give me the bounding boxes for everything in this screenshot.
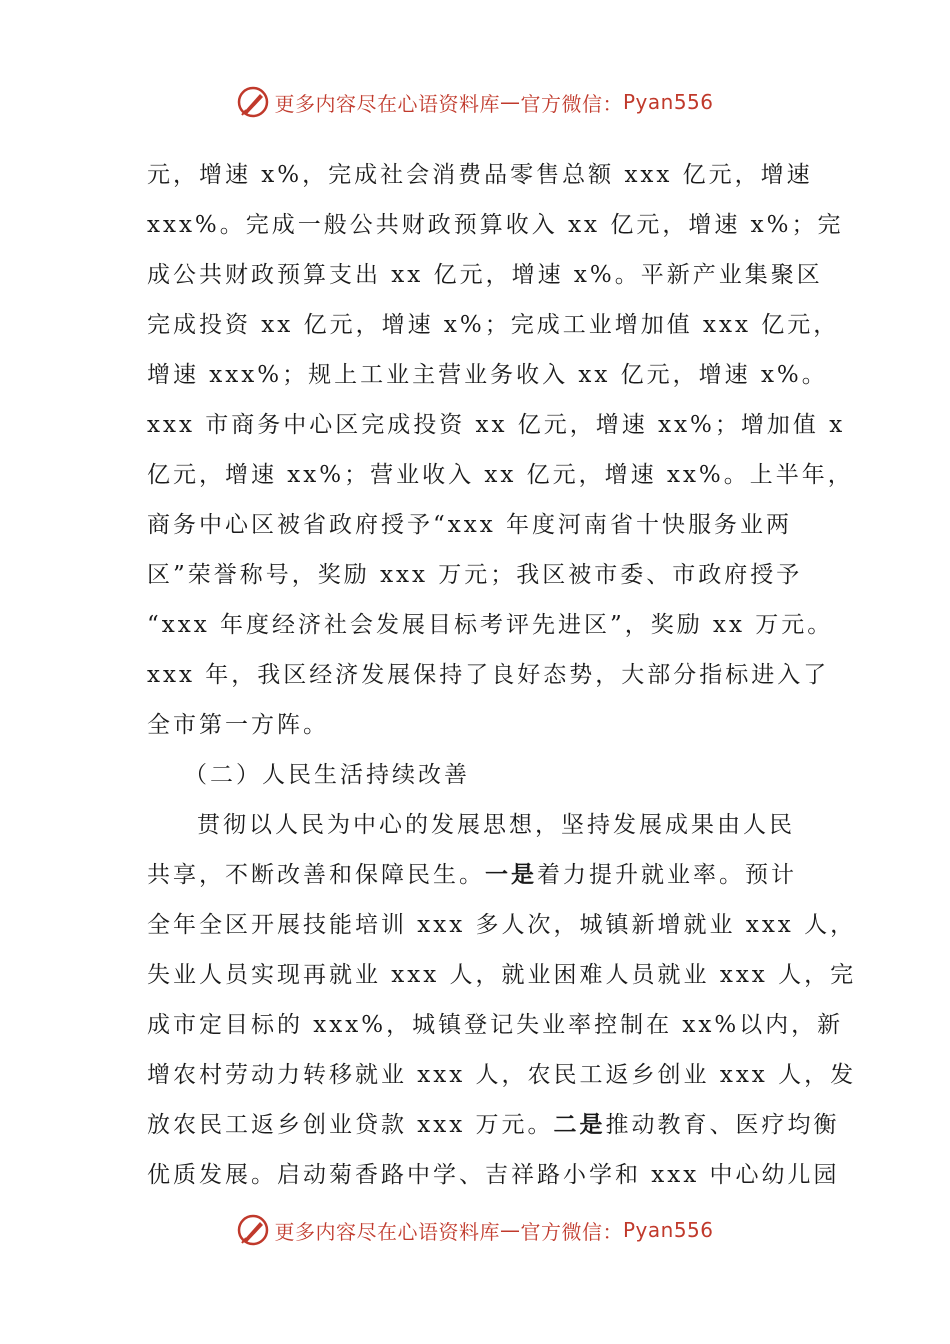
body-line: 全市第一方阵。 bbox=[147, 712, 329, 738]
banner-title: 更多内容尽在心语资料库 bbox=[274, 1219, 500, 1244]
body-line bbox=[147, 850, 807, 900]
banner-wechat-id: Pyan556 bbox=[622, 90, 714, 114]
body-line: 贯彻以人民为中心的发展思想，坚持发展成果由人民 bbox=[197, 812, 795, 838]
body-line: 完成投资 xx 亿元，增速 x%；完成工业增加值 xxx 亿元， bbox=[147, 312, 840, 338]
banner-wechat-label: 官方微信： bbox=[520, 91, 623, 116]
banner-wechat-id: Pyan556 bbox=[622, 1218, 714, 1242]
body-line: 失业人员实现再就业 xxx 人，就业困难人员就业 xxx 人，完 bbox=[147, 962, 857, 988]
body-line: xxx%。完成一般公共财政预算收入 xx 亿元，增速 x%；完 bbox=[147, 212, 844, 238]
header-banner bbox=[0, 82, 950, 122]
body-line: xxx 市商务中心区完成投资 xx 亿元，增速 xx%；增加值 x bbox=[147, 412, 846, 438]
body-line: 成公共财政预算支出 xx 亿元，增速 x%。平新产业集聚区 bbox=[147, 262, 823, 288]
bold-marker: 二是 bbox=[553, 1111, 606, 1138]
banner-separator: — bbox=[499, 1218, 521, 1242]
banner-separator: — bbox=[499, 90, 521, 114]
body-line: 增速 xxx%；规上工业主营业务收入 xx 亿元，增速 x%。 bbox=[147, 362, 828, 388]
body-line: xxx 年，我区经济发展保持了良好态势，大部分指标进入了 bbox=[147, 662, 830, 688]
body-line: 元，增速 x%，完成社会消费品零售总额 xxx 亿元，增速 bbox=[147, 162, 813, 188]
document-body bbox=[147, 150, 857, 1200]
bold-marker: 一是 bbox=[485, 861, 537, 888]
body-line: 成市定目标的 xxx%，城镇登记失业率控制在 xx%以内，新 bbox=[147, 1012, 844, 1038]
quill-pen-logo-icon bbox=[236, 1213, 270, 1247]
body-text: 推动教育、医疗均衡 bbox=[605, 1112, 840, 1138]
banner-wechat-label: 官方微信： bbox=[520, 1219, 623, 1244]
body-line: 增农村劳动力转移就业 xxx 人，农民工返乡创业 xxx 人，发 bbox=[147, 1062, 857, 1088]
body-line: 商务中心区被省政府授予“xxx 年度河南省十快服务业两 bbox=[147, 512, 792, 538]
body-line: “xxx 年度经济社会发展目标考评先进区”，奖励 xx 万元。 bbox=[147, 612, 834, 638]
body-text: 共享，不断改善和保障民生。 bbox=[147, 862, 485, 888]
body-line: 优质发展。启动菊香路中学、吉祥路小学和 xxx 中心幼儿园 bbox=[147, 1162, 840, 1188]
banner-title: 更多内容尽在心语资料库 bbox=[274, 91, 500, 116]
body-line: 全年全区开展技能培训 xxx 多人次，城镇新增就业 xxx 人， bbox=[147, 912, 857, 938]
body-line bbox=[147, 1100, 840, 1150]
section-heading: （二）人民生活持续改善 bbox=[184, 762, 470, 788]
body-line: 区”荣誉称号，奖励 xxx 万元；我区被市委、市政府授予 bbox=[147, 562, 803, 588]
body-line: 亿元，增速 xx%；营业收入 xx 亿元，增速 xx%。上半年， bbox=[147, 462, 854, 488]
quill-pen-logo-icon bbox=[236, 85, 270, 119]
footer-banner bbox=[0, 1210, 950, 1250]
body-text: 放农民工返乡创业贷款 xxx 万元。 bbox=[147, 1112, 554, 1138]
body-text: 着力提升就业率。预计 bbox=[537, 862, 797, 888]
